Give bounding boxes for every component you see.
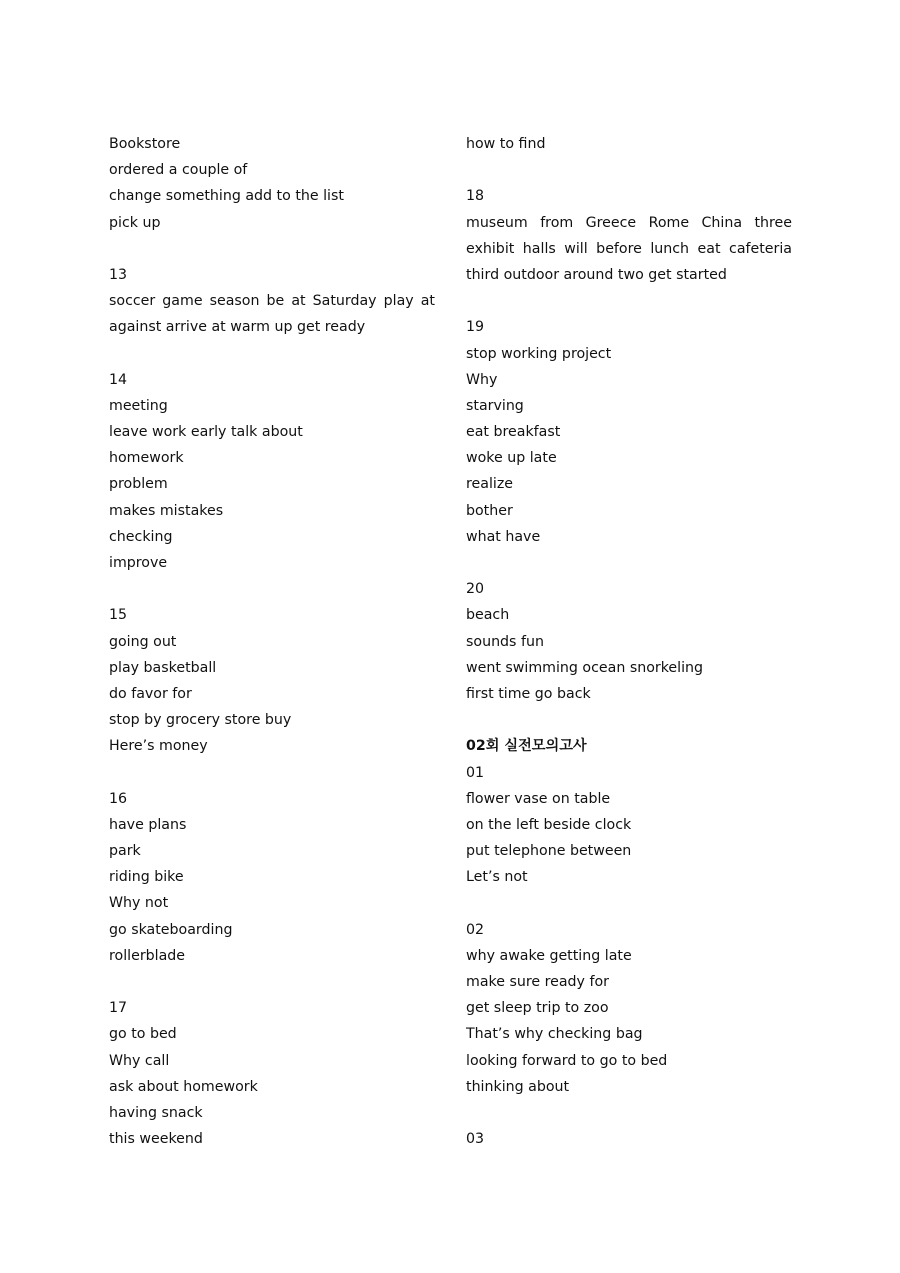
text-line: riding bike (109, 869, 184, 886)
text-line: checking (109, 528, 173, 545)
blank-line (466, 890, 792, 916)
text-line: rollerblade (109, 947, 186, 964)
blank-line (466, 550, 792, 576)
text-line: leave work early talk about (109, 424, 303, 441)
blank-line (466, 1100, 792, 1126)
text-line: 18 (466, 188, 485, 205)
blank-line (466, 157, 792, 183)
text-line: third outdoor around two get started (466, 266, 727, 283)
text-line: Let’s not (466, 869, 528, 886)
text-line: That’s why checking bag (466, 1026, 643, 1043)
text-line: sounds fun (466, 633, 544, 650)
text-line: 14 (109, 371, 128, 388)
text-line: having snack (109, 1104, 203, 1121)
text-line: go to bed (109, 1026, 177, 1043)
text-line: park (109, 843, 141, 860)
text-line: put telephone between (466, 843, 632, 860)
text-line: bother (466, 502, 513, 519)
text-line: how to find (466, 136, 546, 152)
text-line: 19 (466, 319, 485, 336)
text-line: Here’s money (109, 738, 208, 755)
text-line: improve (109, 555, 168, 571)
text-line: do favor for (109, 685, 192, 702)
right-column (466, 131, 792, 1152)
text-line: go skateboarding (109, 921, 233, 938)
text-line: 16 (109, 790, 128, 807)
text-line: woke up late (466, 450, 557, 467)
blank-line (109, 760, 435, 786)
text-line: museum from Greece Rome China three (466, 214, 792, 231)
text-line: why awake getting late (466, 947, 632, 964)
text-line: problem (109, 476, 168, 493)
text-line: 15 (109, 607, 128, 624)
text-line: ask about homework (109, 1078, 258, 1095)
text-line: stop by grocery store buy (109, 712, 292, 729)
text-line: 17 (109, 1000, 128, 1017)
text-line: Why call (109, 1052, 170, 1069)
text-line: realize (466, 476, 514, 493)
text-line: 02 (466, 921, 485, 938)
text-line: eat breakfast (466, 424, 561, 441)
text-line: exhibit halls will before lunch eat cafeteria (466, 240, 792, 257)
text-line: thinking about (466, 1078, 570, 1095)
blank-line (466, 288, 792, 314)
text-line: ordered a couple of (109, 162, 248, 179)
text-line: stop working project (466, 345, 612, 362)
text-line: on the left beside clock (466, 816, 632, 833)
text-line: this weekend (109, 1131, 203, 1148)
text-line: make sure ready for (466, 974, 609, 990)
text-line: Why not (109, 895, 169, 912)
text-line: went swimming ocean snorkeling (466, 659, 704, 676)
blank-line (109, 969, 435, 995)
text-line: pick up (109, 214, 161, 231)
text-line: Bookstore (109, 136, 181, 152)
text-line: against arrive at warm up get ready (109, 319, 366, 336)
text-line: starving (466, 397, 524, 414)
text-line: going out (109, 633, 177, 650)
text-line: 13 (109, 266, 128, 283)
blank-line (466, 707, 792, 733)
text-line: play basketball (109, 659, 217, 676)
text-line: homework (109, 450, 184, 467)
text-line: 01 (466, 764, 485, 781)
text-line: first time go back (466, 685, 591, 702)
text-line: beach (466, 607, 510, 624)
text-line: change something add to the list (109, 188, 344, 205)
text-line: 03 (466, 1131, 485, 1148)
text-line: makes mistakes (109, 502, 224, 519)
left-column (109, 131, 435, 1152)
blank-line (109, 576, 435, 602)
section-heading: 02회 실전모의고사 (466, 738, 587, 755)
blank-line (109, 341, 435, 367)
text-line: what have (466, 528, 541, 545)
blank-line (109, 236, 435, 262)
text-line: have plans (109, 816, 187, 833)
text-line: meeting (109, 397, 168, 414)
text-line: flower vase on table (466, 790, 611, 807)
text-line: Why (466, 371, 498, 388)
text-line: get sleep trip to zoo (466, 1000, 609, 1017)
text-line: looking forward to go to bed (466, 1052, 668, 1069)
text-line: soccer game season be at Saturday play at (109, 293, 435, 310)
text-line: 20 (466, 581, 485, 598)
